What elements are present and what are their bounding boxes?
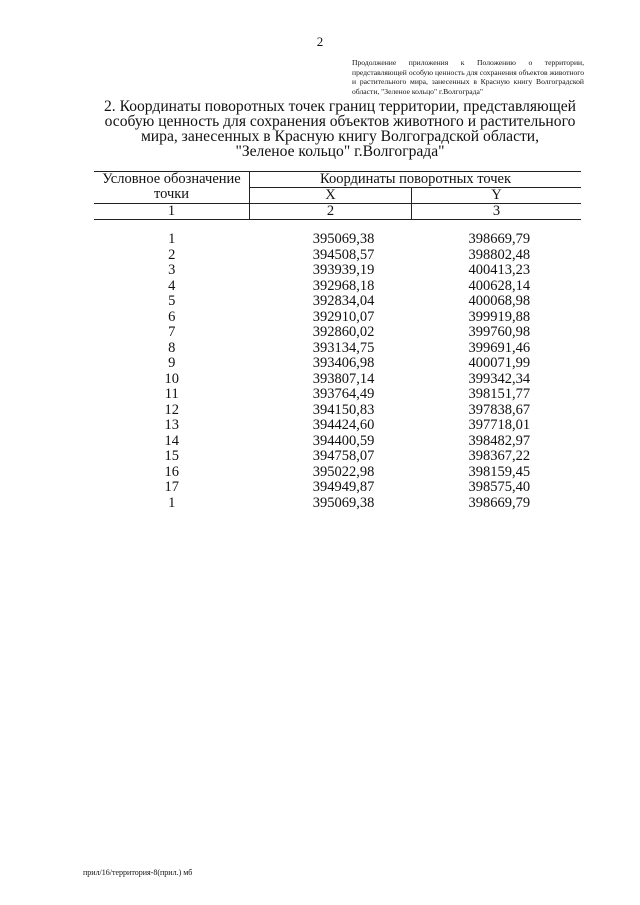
x-coordinate-cell: 393807,14 [312, 370, 375, 387]
section-title: 2. Координаты поворотных точек границ территории, представляющей особую ценность для сохранения объектов животного и растительного мира, занесенных в Красную книгу Волгоградской области, "Зеленое кольцо" г.Волгограда" [104, 98, 576, 160]
table-row [94, 387, 581, 403]
point-column-header: Условное обозначение точки [94, 172, 250, 204]
point-cell: 17 [164, 479, 179, 495]
y-coordinate-cell: 398669,79 [468, 231, 531, 247]
y-coordinate-cell: 400071,99 [468, 355, 531, 371]
point-cell: 2 [168, 246, 176, 263]
y-coordinate-cell: 398669,79 [468, 494, 531, 511]
x-coordinate-cell: 394758,07 [312, 448, 375, 464]
column-number-1: 1 [94, 204, 250, 220]
point-cell: 6 [168, 308, 176, 325]
table-row [94, 480, 581, 496]
y-coordinate-cell: 399691,46 [468, 339, 531, 356]
table-row [94, 356, 581, 372]
point-cell: 16 [164, 463, 179, 480]
y-coordinate-cell: 398367,22 [468, 448, 531, 464]
x-coordinate-cell: 394400,59 [312, 432, 375, 449]
table-row [94, 248, 581, 264]
y-coordinate-cell: 398482,97 [468, 432, 531, 449]
y-coordinate-cell: 397718,01 [468, 417, 531, 433]
point-cell: 14 [164, 432, 179, 449]
y-coordinate-cell: 398575,40 [468, 479, 531, 495]
x-coordinate-cell: 393939,19 [312, 262, 375, 278]
page-number: 2 [316, 34, 324, 49]
table-row [94, 465, 581, 481]
point-cell: 8 [168, 339, 176, 356]
y-coordinate-cell: 399760,98 [468, 324, 531, 340]
y-coordinate-cell: 398802,48 [468, 246, 531, 263]
table-row [94, 232, 581, 248]
x-coordinate-cell: 394508,57 [312, 246, 375, 263]
table-row [94, 434, 581, 450]
table-row [94, 403, 581, 419]
point-cell: 12 [164, 401, 179, 418]
x-coordinate-cell: 395022,98 [312, 463, 375, 480]
table-row [94, 294, 581, 310]
appendix-continuation-note: Продолжение приложения к Положению о территории, представляющей особую ценность для сохранения объектов животного и растительного мира, занесенных в Красную книгу Волгоградской области, "Зеленое кольцо" г.Волгограда" [352, 58, 584, 96]
coordinates-column-header: Координаты поворотных точек [250, 172, 582, 188]
x-coordinate-cell: 392860,02 [312, 324, 375, 340]
table-row [94, 325, 581, 341]
table-row [94, 449, 581, 465]
table-row [94, 279, 581, 295]
column-number-3: 3 [412, 204, 582, 220]
point-cell: 9 [168, 355, 176, 371]
x-coordinate-cell: 394949,87 [312, 479, 375, 495]
y-column-header: Y [412, 188, 582, 204]
point-cell: 1 [168, 231, 176, 247]
column-number-2: 2 [250, 204, 412, 220]
point-cell: 11 [164, 386, 179, 402]
y-coordinate-cell: 398151,77 [468, 386, 531, 402]
point-cell: 7 [168, 324, 176, 340]
y-coordinate-cell: 400628,14 [468, 277, 531, 294]
table-row [94, 263, 581, 279]
y-coordinate-cell: 399919,88 [468, 308, 531, 325]
table-row [94, 418, 581, 434]
x-coordinate-cell: 395069,38 [312, 231, 375, 247]
point-cell: 4 [168, 277, 176, 294]
x-coordinate-cell: 394424,60 [312, 417, 375, 433]
x-coordinate-cell: 392910,07 [312, 308, 375, 325]
table-row [94, 310, 581, 326]
x-coordinate-cell: 393406,98 [312, 355, 375, 371]
y-coordinate-cell: 400413,23 [468, 262, 531, 278]
table-row [94, 372, 581, 388]
coordinates-table-body [94, 220, 581, 512]
x-coordinate-cell: 394150,83 [312, 401, 375, 418]
point-cell: 1 [168, 494, 176, 511]
x-column-header: X [250, 188, 412, 204]
point-cell: 13 [164, 417, 179, 433]
y-coordinate-cell: 398159,45 [468, 463, 531, 480]
y-coordinate-cell: 400068,98 [468, 293, 531, 309]
x-coordinate-cell: 393134,75 [312, 339, 375, 356]
x-coordinate-cell: 392834,04 [312, 293, 375, 309]
point-cell: 10 [164, 370, 179, 387]
y-coordinate-cell: 397838,67 [468, 401, 531, 418]
x-coordinate-cell: 395069,38 [312, 494, 375, 511]
table-row [94, 341, 581, 357]
y-coordinate-cell: 399342,34 [468, 370, 531, 387]
point-cell: 15 [164, 448, 179, 464]
coordinates-table [94, 171, 581, 511]
point-cell: 3 [168, 262, 176, 278]
table-row [94, 496, 581, 512]
point-cell: 5 [168, 293, 176, 309]
document-footer-code: прил/16/территория-8(прил.) мб [83, 868, 193, 877]
x-coordinate-cell: 392968,18 [312, 277, 375, 294]
x-coordinate-cell: 393764,49 [312, 386, 375, 402]
